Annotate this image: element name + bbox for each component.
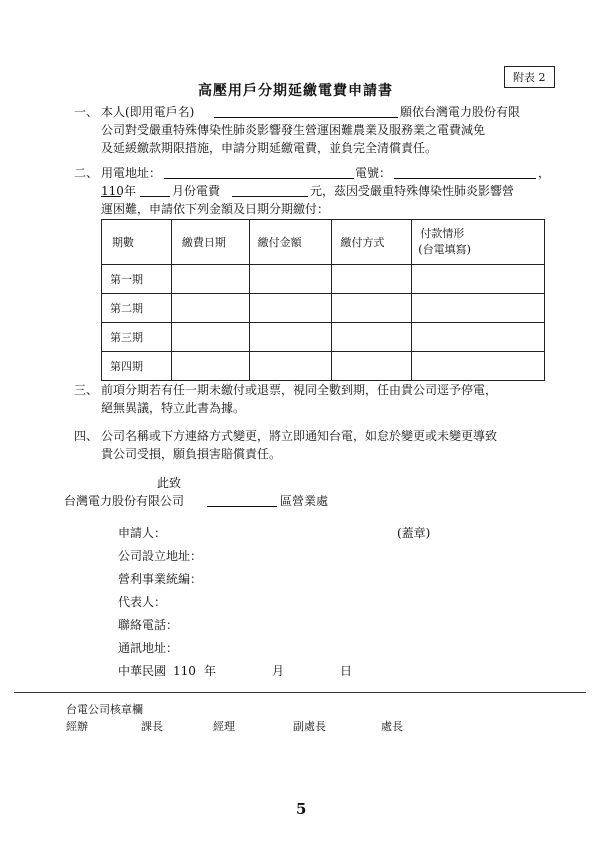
- bill-year-suffix: 年: [124, 184, 137, 198]
- status-cell[interactable]: [412, 352, 545, 381]
- addressee-office: 區營業處: [280, 494, 329, 508]
- status-header-line1: 付款情形: [420, 227, 465, 240]
- bill-month-suffix: 月份電費: [172, 184, 221, 198]
- col-header-status: [412, 220, 545, 265]
- document-title: 高壓用戶分期延繳電費申請書: [198, 83, 393, 99]
- installment-table: [101, 219, 545, 381]
- bill-amount-field[interactable]: [232, 196, 308, 197]
- period-label: 第四期: [102, 352, 172, 381]
- salutation: 此致: [157, 476, 182, 490]
- date-year: 110: [173, 664, 196, 678]
- amount-cell[interactable]: [249, 323, 332, 352]
- stamp-role-manager: 經理: [213, 720, 235, 733]
- pay-date-cell[interactable]: [171, 352, 249, 381]
- section3-number: 三、: [74, 383, 99, 397]
- section1-number: 一、: [74, 105, 99, 119]
- amount-cell[interactable]: [249, 265, 332, 294]
- representative-label: 代表人：: [118, 595, 167, 609]
- stamp-section-title: 台電公司核章欄: [66, 703, 143, 716]
- status-cell[interactable]: [412, 323, 545, 352]
- col-header-pay-date: 繳費日期: [171, 220, 249, 265]
- addressee-company: 台灣電力股份有限公司: [64, 494, 185, 508]
- company-address-label: 公司設立地址：: [118, 549, 203, 563]
- mailing-address-label: 通訊地址：: [118, 641, 179, 655]
- account-number-field[interactable]: [394, 178, 536, 179]
- period-label: 第一期: [102, 265, 172, 294]
- table-header-row: [102, 220, 545, 265]
- section3-line1: 前項分期若有任一期未繳付或退票，視同全數到期，任由貴公司逕予停電，: [101, 383, 498, 397]
- stamp-role-section-chief: 課長: [141, 720, 163, 733]
- table-row: [102, 265, 545, 294]
- date-year-suffix: 年: [204, 664, 217, 678]
- period-label: 第二期: [102, 294, 172, 323]
- phone-label: 聯絡電話：: [118, 618, 179, 632]
- method-cell[interactable]: [332, 294, 412, 323]
- col-header-method: 繳付方式: [332, 220, 412, 265]
- section2-line3: 運困難，申請依下列金額及日期分期繳付：: [101, 202, 330, 216]
- stamp-role-clerk: 經辦: [66, 720, 88, 733]
- district-office-field[interactable]: [207, 506, 277, 507]
- method-cell[interactable]: [332, 265, 412, 294]
- pay-date-cell[interactable]: [171, 265, 249, 294]
- status-cell[interactable]: [412, 294, 545, 323]
- pay-date-cell[interactable]: [171, 323, 249, 352]
- page-number: 5: [296, 800, 307, 818]
- applicant-name-field[interactable]: [214, 117, 398, 118]
- section1-line1-end: 願依台灣電力股份有限: [400, 105, 521, 119]
- annex-label: 附表 2: [504, 66, 555, 88]
- address-label: 用電地址：: [101, 166, 162, 180]
- tax-id-label: 營利事業統編：: [118, 572, 203, 586]
- bill-year-underline: [101, 196, 121, 197]
- section1-line3: 及延緩繳款期限措施，申請分期延繳電費，並負完全清償責任。: [101, 141, 438, 155]
- applicant-label: 申請人：: [118, 526, 167, 540]
- amount-cell[interactable]: [249, 294, 332, 323]
- table-row: [102, 294, 545, 323]
- bill-year: 110: [101, 184, 124, 198]
- section4-number: 四、: [74, 429, 99, 443]
- date-month-suffix: 月: [272, 664, 285, 678]
- service-address-field[interactable]: [164, 178, 354, 179]
- bill-month-field[interactable]: [140, 196, 170, 197]
- table-row: [102, 323, 545, 352]
- section3-line2: 絕無異議，特立此書為據。: [101, 401, 246, 415]
- status-cell[interactable]: [412, 265, 545, 294]
- bill-amount-suffix: 元，茲因受嚴重特殊傳染性肺炎影響營: [310, 184, 515, 198]
- amount-cell[interactable]: [249, 352, 332, 381]
- date-era: 中華民國: [118, 664, 167, 678]
- stamp-role-deputy-director: 副處長: [293, 720, 326, 733]
- date-day-suffix: 日: [340, 664, 353, 678]
- section2-number: 二、: [74, 166, 99, 180]
- stamp-divider: [14, 692, 586, 693]
- period-label: 第三期: [102, 323, 172, 352]
- comma: ，: [538, 166, 551, 180]
- account-label: 電號：: [355, 166, 392, 180]
- section4-line1: 公司名稱或下方連絡方式變更，將立即通知台電，如怠於變更或未變更導致: [101, 429, 498, 443]
- status-header-line2: (台電填寫): [418, 243, 471, 256]
- method-cell[interactable]: [332, 323, 412, 352]
- col-header-amount: 繳付金額: [249, 220, 332, 265]
- section4-line2: 貴公司受損，願負損害賠償責任。: [101, 447, 282, 461]
- pay-date-cell[interactable]: [171, 294, 249, 323]
- method-cell[interactable]: [332, 352, 412, 381]
- col-header-period: 期數: [102, 220, 172, 265]
- table-row: [102, 352, 545, 381]
- section1-line1-start: 本人(即用電戶名): [101, 105, 195, 119]
- seal-label: (蓋章): [397, 526, 431, 540]
- stamp-role-director: 處長: [381, 720, 403, 733]
- section1-line2: 公司對受嚴重特殊傳染性肺炎影響發生營運困難農業及服務業之電費減免: [101, 123, 486, 137]
